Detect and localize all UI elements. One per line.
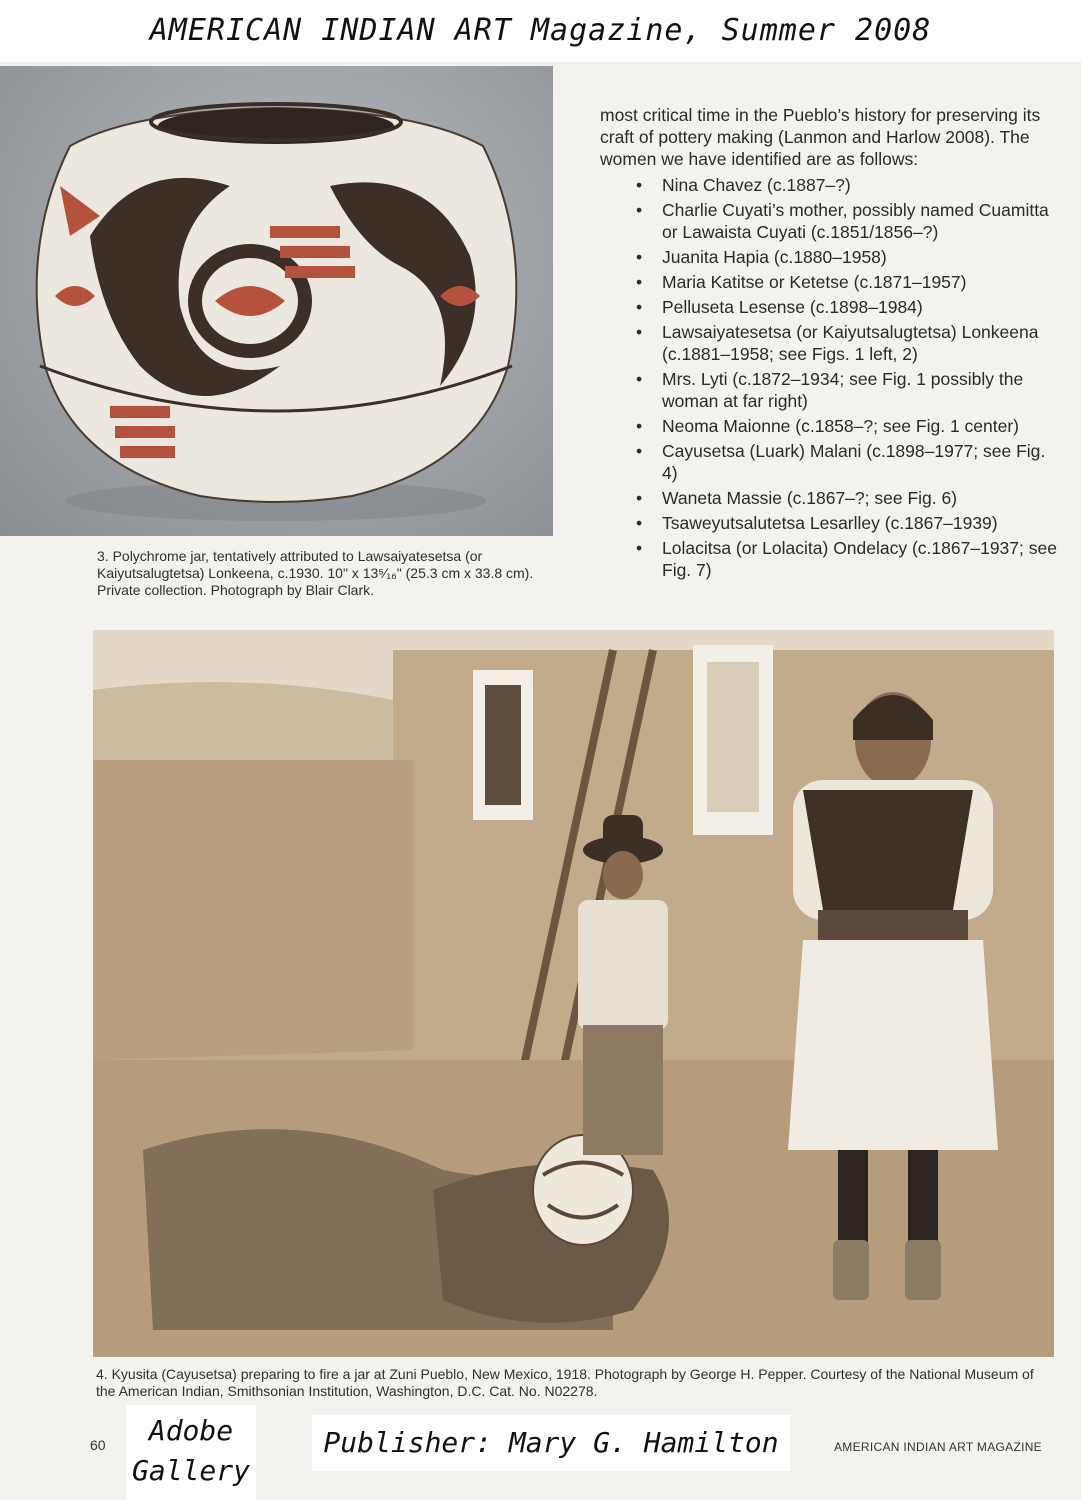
gallery-stamp-line2: Gallery (131, 1454, 250, 1487)
list-item: • Tsaweyutsalutetsa Lesarlley (c.1867–1939) (600, 512, 1062, 534)
article-text-column (600, 104, 1062, 584)
list-item: • Maria Katitse or Ketetse (c.1871–1957) (600, 271, 1062, 293)
historic-scene-illustration (93, 630, 1054, 1357)
figure4-caption: 4. Kyusita (Cayusetsa) preparing to fire a jar at Zuni Pueblo, New Mexico, 1918. Photograph by George H. Pepper. Courtesy of the National Museum of the American Indian, Smithsonian Institution, Washington, D.C. Cat. No. N02278. (96, 1366, 1034, 1399)
historic-photo (93, 630, 1054, 1357)
list-item: • Juanita Hapia (c.1880–1958) (600, 246, 1062, 268)
list-item: • Lolacitsa (or Lolacita) Ondelacy (c.1867–1937; see Fig. 7) (600, 537, 1062, 581)
list-item: • Cayusetsa (Luark) Malani (c.1898–1977; see Fig. 4) (600, 440, 1062, 484)
gallery-stamp-line1: Adobe (148, 1414, 234, 1447)
list-item: • Waneta Massie (c.1867–?; see Fig. 6) (600, 487, 1062, 509)
jar-illustration (0, 66, 553, 536)
figure3-caption: 3. Polychrome jar, tentatively attributed to Lawsaiyatesetsa (or Kaiyutsalugtetsa) Lonkeena, c.1930. 10" x 13⁵⁄₁₆" (25.3 cm x 33.8 cm). Private collection. Photograph by Blair Clark. (97, 548, 534, 598)
polychrome-jar-photo (0, 66, 553, 536)
magazine-footer: AMERICAN INDIAN ART MAGAZINE (834, 1440, 1042, 1454)
publisher-stamp: Publisher: Mary G. Hamilton (312, 1415, 790, 1471)
list-item: • Charlie Cuyati’s mother, possibly named Cuamitta or Lawaista Cuyati (c.1851/1856–?) (600, 199, 1062, 243)
list-item: • Mrs. Lyti (c.1872–1934; see Fig. 1 possibly the woman at far right) (600, 368, 1062, 412)
list-item: • Pelluseta Lesense (c.1898–1984) (600, 296, 1062, 318)
article-intro: most critical time in the Pueblo’s history for preserving its craft of pottery making (Lanmon and Harlow 2008). The women we have identified are as follows: (600, 105, 1041, 169)
list-item: • Lawsaiyatesetsa (or Kaiyutsalugtetsa) Lonkeena (c.1881–1958; see Figs. 1 left, 2) (600, 321, 1062, 365)
women-list (600, 174, 1062, 581)
gallery-stamp (126, 1405, 256, 1500)
list-item: • Nina Chavez (c.1887–?) (600, 174, 1062, 196)
page-number: 60 (90, 1437, 106, 1453)
magazine-banner: AMERICAN INDIAN ART Magazine, Summer 2008 (0, 0, 1081, 62)
list-item: • Neoma Maionne (c.1858–?; see Fig. 1 center) (600, 415, 1062, 437)
